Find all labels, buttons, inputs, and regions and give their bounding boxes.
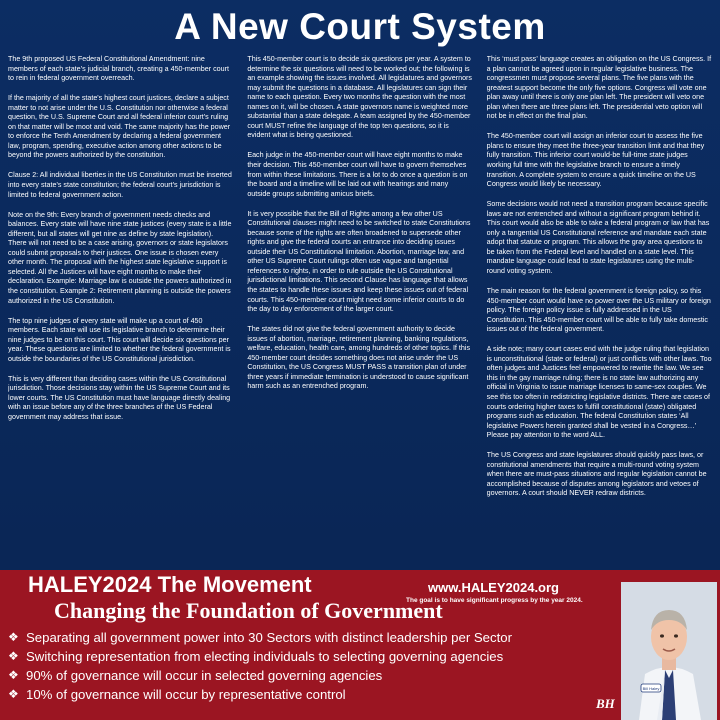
name-badge-text: Bill Haley bbox=[642, 686, 660, 691]
page-title: A New Court System bbox=[174, 6, 546, 47]
paragraph: If the majority of all the state's highest court justices, declare a subject matter to not arise under the U.S. Constitution nor otherwise a federal question, the U.S. Supreme Court and all federal inferior court’s ruling on that matter will be moot and void. The same majority has the power to enforce the Tenth Amendment by declaring a federal government law, program, spending, executive action among other actions to be beyond the powers authorized by the constitution. bbox=[8, 94, 231, 160]
paragraph: The states did not give the federal government authority to decide issues of abortion, marriage, retirement planning, banking regulations, welfare, education, health care, among hundreds of other topics. If this 450-member court decides something does not arise under the US Constitution, the US Congress MUST PASS a transition plan of under three years if immediate termination is understood to cause significant harm such as an entrenched program. bbox=[247, 325, 471, 391]
paragraph: This 450-member court is to decide six questions per year. A system to determine the six questions will need to be worked out; the following is an example showing the issues involved. All legislatures and governors may submit the questions in a database. All legislatures can sign their name to each question. Every two months the question with the most names on it, will be chosen. A state governors name is weighted more substantial than a state delegate. A team assigned by the 450-member court MUST refine the language of the top ten questions, so it is evident what is being questioned. bbox=[247, 55, 472, 140]
paragraph: Each judge in the 450-member court will have eight months to make their decision. This 450-member court will have to govern themselves from within these limitations. There is a lot to do once a question is on the board and a timeline will be laid out with hearings and many outside groups submitting amicus briefs. bbox=[247, 151, 468, 198]
four-diamond-icon: ❖ bbox=[8, 630, 19, 644]
bullet-text: 10% of governance will occur by representative control bbox=[26, 687, 346, 702]
banner-subheadline: Changing the Foundation of Government bbox=[54, 598, 443, 623]
list-item bbox=[8, 685, 608, 704]
portrait-photo bbox=[621, 582, 717, 720]
list-item bbox=[8, 666, 608, 685]
website-link[interactable]: www.HALEY2024.org bbox=[428, 580, 559, 595]
paragraph: The US Congress and state legislatures should quickly pass laws, or constitutional amendments that require a multi-round voting system when there are must-pass situations and regular legislation cannot be accomplished because of disputes among legislators and vetoes of governors. A court should NEVER redraw districts. bbox=[486, 451, 707, 498]
four-diamond-icon: ❖ bbox=[8, 687, 19, 701]
column-2 bbox=[247, 55, 472, 567]
paragraph: The main reason for the federal government is foreign policy, so this 450-member court would have no power over the US military or foreign policy. The foreign policy issue is fully addressed in the US Constitution. This 450-member court will be able to fully take domestic issues out of the federal government. bbox=[486, 286, 711, 334]
four-diamond-icon: ❖ bbox=[8, 668, 19, 682]
paragraph: This ‘must pass’ language creates an obligation on the US Congress. If a plan cannot be agreed upon in regular legislative business. The congressmen must propose several plans. The five plans with the greatest support become the only five options. Congress will vote one plan away until there is only one plan left. The president will veto one plan when there are three plans left. The presidential veto option will not be in effect on the final plan. bbox=[486, 55, 712, 121]
banner-headline: HALEY2024 The Movement bbox=[28, 572, 312, 597]
list-item bbox=[8, 628, 608, 647]
list-item bbox=[8, 647, 608, 666]
column-3 bbox=[487, 55, 712, 567]
paragraph: Clause 2: All individual liberties in the US Constitution must be inserted into every state’s state constitution; the federal court’s jurisdiction is limited to federal government action. bbox=[8, 171, 232, 199]
goal-note: The goal is to have significant progress by the year 2024. bbox=[406, 597, 583, 604]
paragraph: It is very possible that the Bill of Rights among a few other US Constitutional clauses might need to be switched to state Constitutions because some of the rights are often broadened to supersede other rights and give the federal courts an entrance into deciding issues outside their US Constitutional limitation. Abortion, marriage law, and other US Supreme Court rulings often use vague and tangential references to rights, in order to rule outside the US Constitutional jurisdictional limitations. This second Clause has language that allows the states to handle these issues and keep these issues out of federal courts. This 450-member court might need some inferior courts to do the day to day enforcement of the larger court. bbox=[247, 209, 471, 314]
paragraph: Some decisions would not need a transition program because specific laws are not entrenched and without a significant program behind it. This court would also be able to take a federal program or law that has only a tangential US Constitutional reference and mandate each state adopt that statute or program. This allows the gray area questions to be taken from the Federal level and handled on a state level. This mandate language could lead to state legislatures using the multi-round voting system. bbox=[486, 200, 710, 275]
four-diamond-icon: ❖ bbox=[8, 649, 19, 663]
column-1 bbox=[8, 55, 233, 567]
paragraph: The 450-member court will assign an inferior court to assess the five plans to ensure they meet the three-year transition limit and that they fully transition. This inferior court would-be full-time state judges working full time with the legislative branch to ensure a timely transition. A complete system to ensure a quick timeline on the US Congress would likely be necessary. bbox=[486, 132, 705, 189]
paragraph: The top nine judges of every state will make up a court of 450 members. Each state will use its legislative branch to determine their nine judges to be on this court. This court will decide six questions per year. These questions are limited to whether the federal government is outside the boundaries of the US Constitutional jurisdiction. bbox=[8, 316, 231, 363]
bullet-text: Switching representation from electing individuals to selecting governing agencies bbox=[26, 649, 504, 664]
article-columns bbox=[8, 55, 712, 567]
paragraph: A side note; many court cases end with the judge ruling that legislation is unconstitutional (state or federal) or just conflicts with other laws. Too often judges and Justices feel empowered to rewrite the law. We see this in the gay marriage ruling; there is no state law authorizing any official in Virginia to issue marriage licenses to same-sex couples. We see this too often in redistricting legislative districts. There are cases of courts ordering higher taxes to fulfill constitutional (state) obligated programs such as education. The federal Constitution states ‘All legislative Powers herein granted shall be vested in a Congress…’ Please pay attention to the word ALL. bbox=[486, 345, 712, 440]
paragraph: The 9th proposed US Federal Constitutional Amendment: nine members of each state’s judicial branch, creating a 450-member court to rein in federal government overreach. bbox=[8, 55, 229, 83]
bullet-list bbox=[8, 628, 608, 704]
paragraph: Note on the 9th: Every branch of government needs checks and balances. Every state will have nine state justices (every state is a little different, but all states will get nine as define by state legislation). There will not need to be a case arising, governors or state legislators could submit proposals to their justices. One issue is chosen every other month. The proposal with the highest state legislative support is selected. All the Justices will have eight months to make their declaration. Example: Marriage law is outside the powers authorized in the constitution. Example 2: Retirement planning is outside the powers authorized in the US Constitution. bbox=[8, 210, 232, 305]
person-illustration bbox=[621, 582, 717, 720]
bullet-text: Separating all government power into 30 Sectors with distinct leadership per Sector bbox=[26, 630, 512, 645]
signature-initials: BH bbox=[596, 696, 615, 711]
bullet-text: 90% of governance will occur in selected governing agencies bbox=[26, 668, 383, 683]
paragraph: This is very different than deciding cases within the US Constitutional jurisdiction. Those decisions stay within the US Supreme Court and its lower courts. The US Constitution must have language directly dealing with an issue before any of the three branches of the US Federal government may address that issue. bbox=[8, 374, 231, 421]
